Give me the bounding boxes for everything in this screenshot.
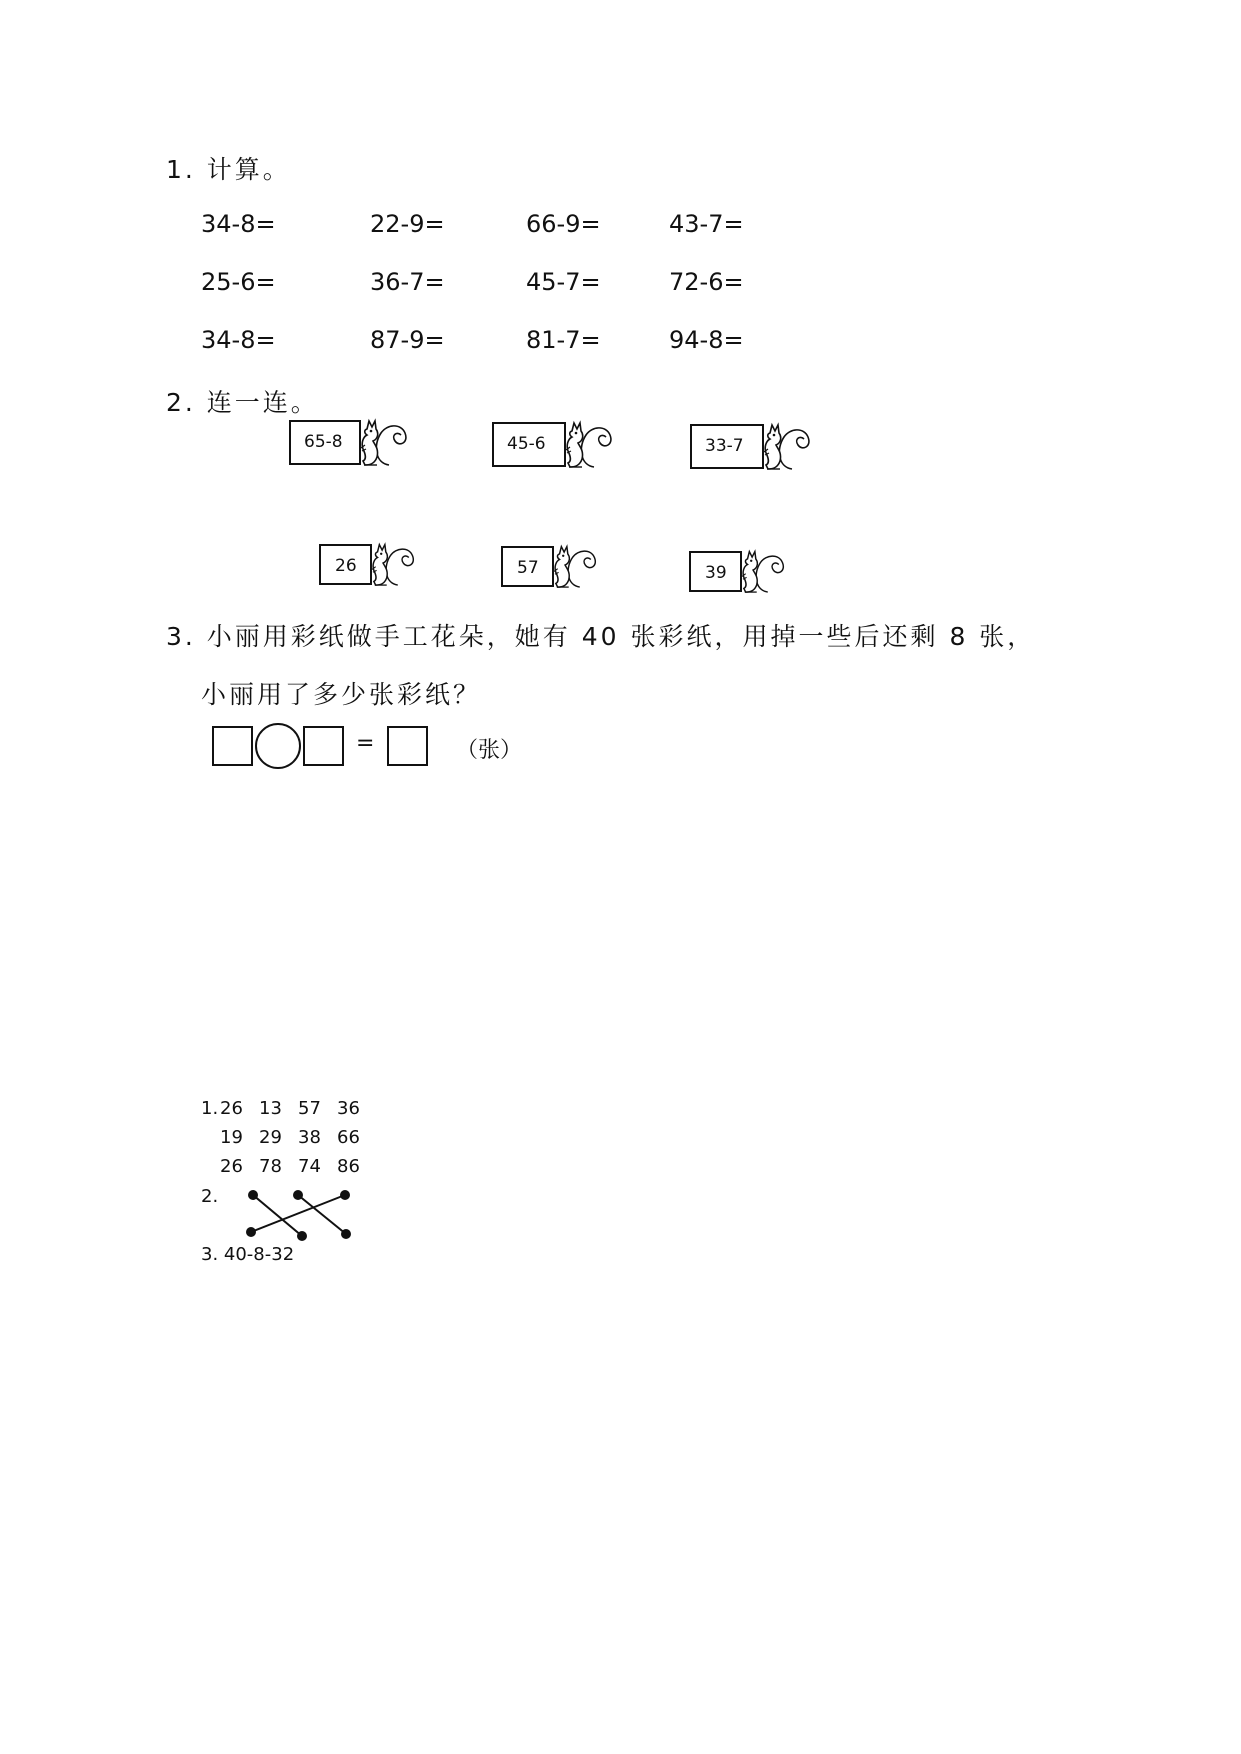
section2-title: 2. 连一连。: [166, 388, 319, 417]
equation-result-box[interactable]: [387, 726, 428, 766]
equation-blank-box[interactable]: [303, 726, 344, 766]
answer-value: 78: [259, 1156, 282, 1177]
match-line: [298, 1195, 346, 1234]
match-dot: [341, 1229, 351, 1239]
calc-problem: 72-6=: [669, 268, 744, 296]
match-dot: [248, 1190, 258, 1200]
expression-label: 33-7: [705, 436, 744, 456]
match-dot: [246, 1227, 256, 1237]
match-dot: [340, 1190, 350, 1200]
answer-box[interactable]: [501, 546, 554, 587]
answer-label: 57: [517, 558, 539, 578]
calc-problem: 66-9=: [526, 210, 601, 238]
match-dot: [297, 1231, 307, 1241]
operator-circle[interactable]: [255, 723, 301, 769]
expression-label: 65-8: [304, 432, 343, 452]
answer-value: 66: [337, 1127, 360, 1148]
answer-box[interactable]: [319, 544, 372, 585]
calc-problem: 34-8=: [201, 210, 276, 238]
expression-box[interactable]: [492, 422, 566, 467]
answer-value: 26: [220, 1156, 243, 1177]
answer-value: 57: [298, 1098, 321, 1119]
match-line: [251, 1195, 345, 1232]
calc-problem: 22-9=: [370, 210, 445, 238]
section3-question-line1: 3. 小丽用彩纸做手工花朵，她有 40 张彩纸，用掉一些后还剩 8 张，: [166, 622, 1036, 651]
answer-2-prefix: 2.: [201, 1186, 219, 1207]
squirrel-icon: [764, 419, 814, 471]
section3-question-line2: 小丽用了多少张彩纸？: [201, 680, 482, 709]
calc-problem: 43-7=: [669, 210, 744, 238]
unit-label: （张）: [456, 738, 523, 763]
calc-problem: 45-7=: [526, 268, 601, 296]
expression-box[interactable]: [690, 424, 764, 469]
answer-3: 3. 40-8-32: [201, 1244, 295, 1265]
answer-box[interactable]: [689, 551, 742, 592]
calc-problem: 87-9=: [370, 326, 445, 354]
answer-value: 36: [337, 1098, 360, 1119]
match-dot: [293, 1190, 303, 1200]
answer-value: 19: [220, 1127, 243, 1148]
expression-label: 45-6: [507, 434, 546, 454]
equals-sign: =: [356, 731, 375, 756]
expression-box[interactable]: [289, 420, 361, 465]
squirrel-icon: [742, 545, 788, 595]
matching-answer-diagram: [238, 1183, 358, 1245]
answer-value: 74: [298, 1156, 321, 1177]
calc-problem: 81-7=: [526, 326, 601, 354]
answer-label: 39: [705, 563, 727, 583]
squirrel-icon: [554, 540, 600, 590]
calc-problem: 36-7=: [370, 268, 445, 296]
squirrel-icon: [566, 417, 616, 469]
equation-blank-box[interactable]: [212, 726, 253, 766]
section1-title: 1. 计算。: [166, 155, 291, 184]
answer-value: 29: [259, 1127, 282, 1148]
answer-value: 86: [337, 1156, 360, 1177]
squirrel-icon: [372, 538, 418, 588]
calc-problem: 94-8=: [669, 326, 744, 354]
calc-problem: 25-6=: [201, 268, 276, 296]
answer-1-prefix: 1.: [201, 1098, 219, 1119]
answer-value: 38: [298, 1127, 321, 1148]
answer-label: 26: [335, 556, 357, 576]
answer-value: 26: [220, 1098, 243, 1119]
answer-value: 13: [259, 1098, 282, 1119]
squirrel-icon: [361, 415, 411, 467]
calc-problem: 34-8=: [201, 326, 276, 354]
